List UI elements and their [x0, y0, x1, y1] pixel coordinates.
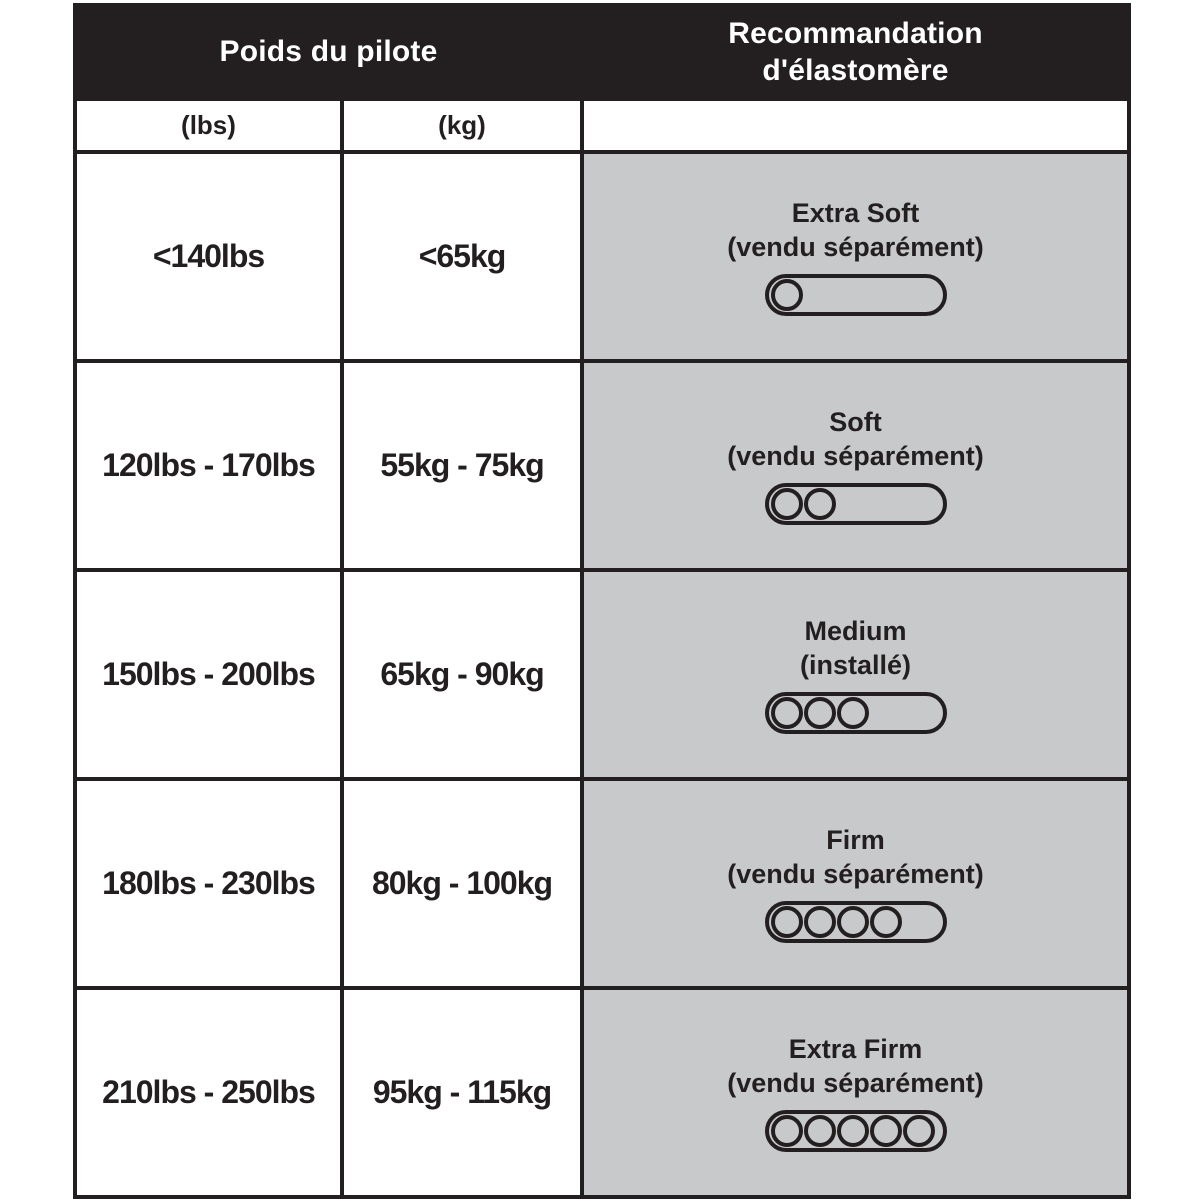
elastomer-dot [903, 1115, 935, 1147]
weight-lbs-value: 150lbs - 200lbs [75, 570, 342, 779]
elastomer-name: Soft [829, 406, 882, 437]
elastomer-availability-note: (vendu séparément) [727, 440, 984, 471]
table-row [75, 779, 1129, 988]
elastomer-dot [837, 1115, 869, 1147]
elastomer-dot [804, 1115, 836, 1147]
elastomer-dot [771, 279, 803, 311]
weight-lbs-value: 180lbs - 230lbs [75, 779, 342, 988]
recommendation-cell [582, 988, 1129, 1197]
weight-lbs-value: <140lbs [75, 152, 342, 361]
elastomer-firmness-pill-icon [765, 483, 947, 525]
unit-kg-label: (kg) [342, 99, 582, 152]
elastomer-dot [804, 906, 836, 938]
recommendation-title-line2: d'élastomère [762, 54, 949, 87]
elastomer-dot [870, 906, 902, 938]
recommendation-cell [582, 779, 1129, 988]
elastomer-name: Extra Soft [791, 197, 920, 228]
elastomer-dot [804, 697, 836, 729]
recommendation-header [582, 5, 1129, 99]
rider-weight-header [75, 5, 582, 99]
elastomer-name: Firm [826, 824, 885, 855]
elastomer-dot [837, 697, 869, 729]
weight-kg-value: 95kg - 115kg [342, 988, 582, 1197]
elastomer-dot [771, 906, 803, 938]
elastomer-availability-note: (installé) [799, 649, 912, 680]
elastomer-firmness-pill-icon [765, 274, 947, 316]
elastomer-availability-note: (vendu séparément) [727, 1067, 984, 1098]
elastomer-dot [771, 697, 803, 729]
elastomer-firmness-pill-icon [765, 901, 947, 943]
weight-lbs-value: 210lbs - 250lbs [75, 988, 342, 1197]
elastomer-availability-note: (vendu séparément) [727, 858, 984, 889]
recommendation-cell [582, 361, 1129, 570]
weight-kg-value: 80kg - 100kg [342, 779, 582, 988]
weight-kg-value: <65kg [342, 152, 582, 361]
elastomer-dot [804, 488, 836, 520]
unit-lbs-label: (lbs) [75, 99, 342, 152]
table-row [75, 570, 1129, 779]
table-row [75, 152, 1129, 361]
elastomer-recommendation-table [73, 3, 1131, 1199]
recommendation-cell [582, 570, 1129, 779]
recommendation-title-line1: Recommandation [728, 16, 983, 50]
table-body [75, 152, 1129, 1197]
rider-weight-title: Poids du pilote [219, 35, 438, 69]
elastomer-name: Extra Firm [788, 1033, 923, 1064]
weight-kg-value: 55kg - 75kg [342, 361, 582, 570]
unit-header-row [75, 99, 1129, 152]
elastomer-name: Medium [804, 615, 907, 646]
unit-empty-cell [582, 99, 1129, 152]
table-row [75, 988, 1129, 1197]
weight-lbs-value: 120lbs - 170lbs [75, 361, 342, 570]
elastomer-firmness-pill-icon [765, 1110, 947, 1152]
table-header-row [75, 5, 1129, 99]
weight-kg-value: 65kg - 90kg [342, 570, 582, 779]
recommendation-cell [582, 152, 1129, 361]
elastomer-dot [870, 1115, 902, 1147]
elastomer-firmness-pill-icon [765, 692, 947, 734]
elastomer-dot [771, 488, 803, 520]
elastomer-dot [771, 1115, 803, 1147]
elastomer-dot [837, 906, 869, 938]
spec-table [73, 3, 1131, 1199]
table-row [75, 361, 1129, 570]
elastomer-availability-note: (vendu séparément) [727, 231, 984, 262]
